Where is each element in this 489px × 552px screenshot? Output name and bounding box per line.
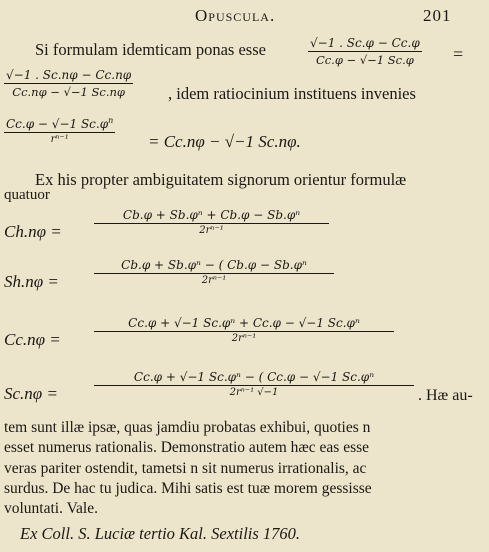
closing-line-1: tem sunt illæ ipsæ, quas jamdiu probatas exhibui, quoties n: [4, 419, 371, 436]
formula-cc-denominator: 2rⁿ⁻¹: [231, 333, 257, 344]
formula-sh-denominator: 2rⁿ⁻¹: [201, 275, 227, 286]
formula-sc-tail: . Hæ au-: [418, 387, 473, 404]
formula-ch-lhs: Ch.nφ =: [4, 222, 62, 241]
closing-line-5: voluntati. Vale.: [4, 500, 98, 517]
fraction-3-denominator: rⁿ⁻¹: [50, 134, 69, 145]
formula-sc-lhs: Sc.nφ =: [4, 384, 58, 403]
page-number: 201: [423, 6, 452, 25]
formula-sh-numerator: Cb.φ + Sb.φⁿ − ( Cb.φ − Sb.φⁿ: [121, 258, 307, 272]
para2-line1: Ex his propter ambiguitatem signorum orientur formulæ: [35, 170, 407, 189]
formula-sc-fraction: [94, 370, 414, 398]
closing-line-2: esset numerus rationalis. Demonstratio autem hæc eas esse: [4, 439, 370, 456]
fraction-3: [4, 116, 115, 145]
formula-cc-fraction: [94, 316, 394, 344]
formula-sc-numerator: Cc.φ + √−1 Sc.φⁿ − ( Cc.φ − √−1 Sc.φⁿ: [133, 370, 375, 384]
fraction-3-exponent: n: [108, 116, 114, 125]
fraction-2-numerator: √−1 . Sc.nφ − Cc.nφ: [6, 68, 132, 82]
formula-sh-lhs: Sh.nφ =: [4, 272, 59, 291]
formula-cc-lhs: Cc.nφ =: [4, 330, 61, 349]
fraction-1: [308, 36, 422, 67]
para2-line2: quatuor: [4, 187, 50, 203]
running-head-title: Opuscula.: [195, 6, 276, 25]
closing-line-3: veras pariter ostendit, tametsi n sit numerus irrationalis, ac: [4, 460, 367, 477]
signature-line: Ex Coll. S. Luciæ tertio Kal. Sextilis 1760.: [20, 524, 301, 543]
fraction-2: [4, 68, 133, 99]
fraction-1-denominator: Cc.φ − √−1 Sc.φ: [315, 53, 414, 67]
fraction-3-result: = Cc.nφ − √−1 Sc.nφ.: [148, 132, 301, 151]
fraction-1-numerator: √−1 . Sc.φ − Cc.φ: [310, 36, 420, 50]
formula-sc-denominator: 2rⁿ⁻¹ √−1: [229, 387, 279, 398]
fraction-3-numerator: Cc.φ − √−1 $Sc.\varphi^n$: [6, 116, 114, 131]
formula-ch-fraction: [94, 208, 329, 236]
formula-sh-fraction: [94, 258, 334, 286]
intro-lead: Si formulam idemticam ponas esse: [35, 40, 266, 59]
closing-line-4: surdus. De hac tu judica. Mihi satis est tuæ morem gessisse: [4, 480, 372, 497]
intro-tail: , idem ratiocinium instituens invenies: [168, 84, 416, 103]
formula-cc-numerator: Cc.φ + √−1 Sc.φⁿ + Cc.φ − √−1 Sc.φⁿ: [128, 316, 360, 330]
equals-sign: =: [453, 44, 464, 64]
formula-ch-numerator: Cb.φ + Sb.φⁿ + Cb.φ − Sb.φⁿ: [122, 208, 301, 222]
formula-ch-denominator: 2rⁿ⁻¹: [199, 225, 224, 236]
fraction-2-denominator: Cc.nφ − √−1 Sc.nφ: [12, 85, 125, 99]
